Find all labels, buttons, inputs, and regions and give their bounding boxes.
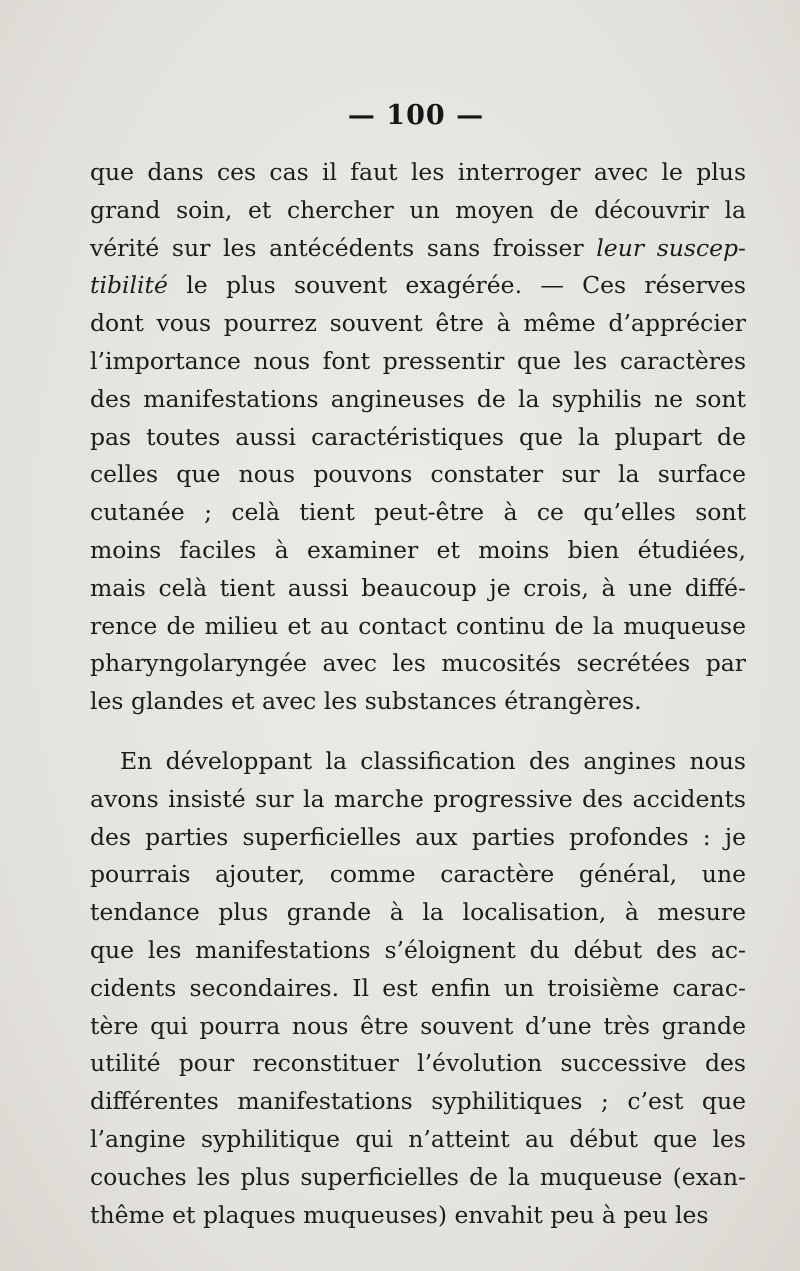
- text-run: différentes manifestations syphilitiques ; c’est que: [90, 1087, 746, 1116]
- text-line: [90, 743, 746, 781]
- text-run: l’angine syphilitique qui n’atteint au début que les: [90, 1124, 746, 1153]
- text-run: grand soin, et chercher un moyen de découvrir la: [90, 195, 746, 224]
- text-line: [90, 894, 746, 932]
- text-line: [90, 305, 746, 343]
- text-line: [90, 856, 746, 894]
- text-line: [90, 608, 746, 646]
- text-run: vérité sur les antécédents sans froisser: [90, 233, 597, 262]
- text-line: [90, 1159, 746, 1197]
- text-line: [90, 1197, 746, 1235]
- text-run: les glandes et avec les substances étrangères.: [90, 687, 642, 716]
- text-run: cutanée ; celà tient peut-être à ce qu’elles sont: [90, 498, 746, 527]
- text-run: En développant la classification des angines nous: [120, 746, 746, 775]
- text-run: pharyngolaryngée avec les mucosités secrétées par: [90, 649, 746, 678]
- text-line: [90, 819, 746, 857]
- text-run: le plus souvent exagérée. — Ces réserves: [167, 271, 746, 300]
- text-line: [90, 970, 746, 1008]
- text-run: avons insisté sur la marche progressive des accidents: [90, 784, 746, 813]
- text-line: [90, 781, 746, 819]
- text-line: [90, 230, 746, 268]
- text-run: pourrais ajouter, comme caractère général, une: [90, 860, 746, 889]
- text-run: l’importance nous font pressentir que les caractères: [90, 346, 746, 375]
- text-line: [90, 419, 746, 457]
- text-run: que les manifestations s’éloignent du début des ac-: [90, 935, 746, 964]
- page-number: — 100 —: [347, 100, 485, 131]
- text-run: utilité pour reconstituer l’évolution successive des: [90, 1049, 746, 1078]
- text-line: [90, 456, 746, 494]
- text-run: des manifestations angineuses de la syphilis ne sont: [90, 384, 746, 413]
- text-line: [90, 192, 746, 230]
- text-line: [90, 1045, 746, 1083]
- text-run: thême et plaques muqueuses) envahit peu à peu les: [90, 1200, 709, 1229]
- text-line: [90, 932, 746, 970]
- text-line: [90, 532, 746, 570]
- paragraph: [90, 743, 746, 1234]
- text-run: couches les plus superficielles de la muqueuse (exan-: [90, 1162, 746, 1191]
- text-line: [90, 381, 746, 419]
- text-run: pas toutes aussi caractéristiques que la plupart de: [90, 422, 746, 451]
- text-run: celles que nous pouvons constater sur la surface: [90, 460, 746, 489]
- text-line: [90, 1083, 746, 1121]
- text-run: dont vous pourrez souvent être à même d’apprécier: [90, 309, 746, 338]
- text-line: [90, 1008, 746, 1046]
- text-run: moins faciles à examiner et moins bien étudiées,: [90, 535, 746, 564]
- text-line: [90, 645, 746, 683]
- text-run: que dans ces cas il faut les interroger avec le plus: [90, 158, 746, 186]
- text-line: [90, 1121, 746, 1159]
- text-run: rence de milieu et au contact continu de la muqueuse: [90, 611, 746, 640]
- text-line: [90, 494, 746, 532]
- body-text: [90, 154, 746, 1234]
- text-line: [90, 154, 746, 192]
- text-run: des parties superficielles aux parties profondes : je: [90, 822, 746, 851]
- text-line: [90, 570, 746, 608]
- italic-text-run: tibilité: [90, 271, 168, 300]
- text-run: tendance plus grande à la localisation, à mesure: [90, 898, 746, 927]
- text-run: cidents secondaires. Il est enfin un troisième carac-: [90, 973, 746, 1002]
- text-line: [90, 267, 746, 305]
- text-line: [90, 683, 746, 721]
- italic-text-run: leur suscep-: [596, 233, 746, 262]
- text-run: mais celà tient aussi beaucoup je crois, à une diffé-: [90, 573, 746, 602]
- paragraph: [90, 154, 746, 721]
- text-line: [90, 343, 746, 381]
- text-run: tère qui pourra nous être souvent d’une très grande: [90, 1011, 746, 1040]
